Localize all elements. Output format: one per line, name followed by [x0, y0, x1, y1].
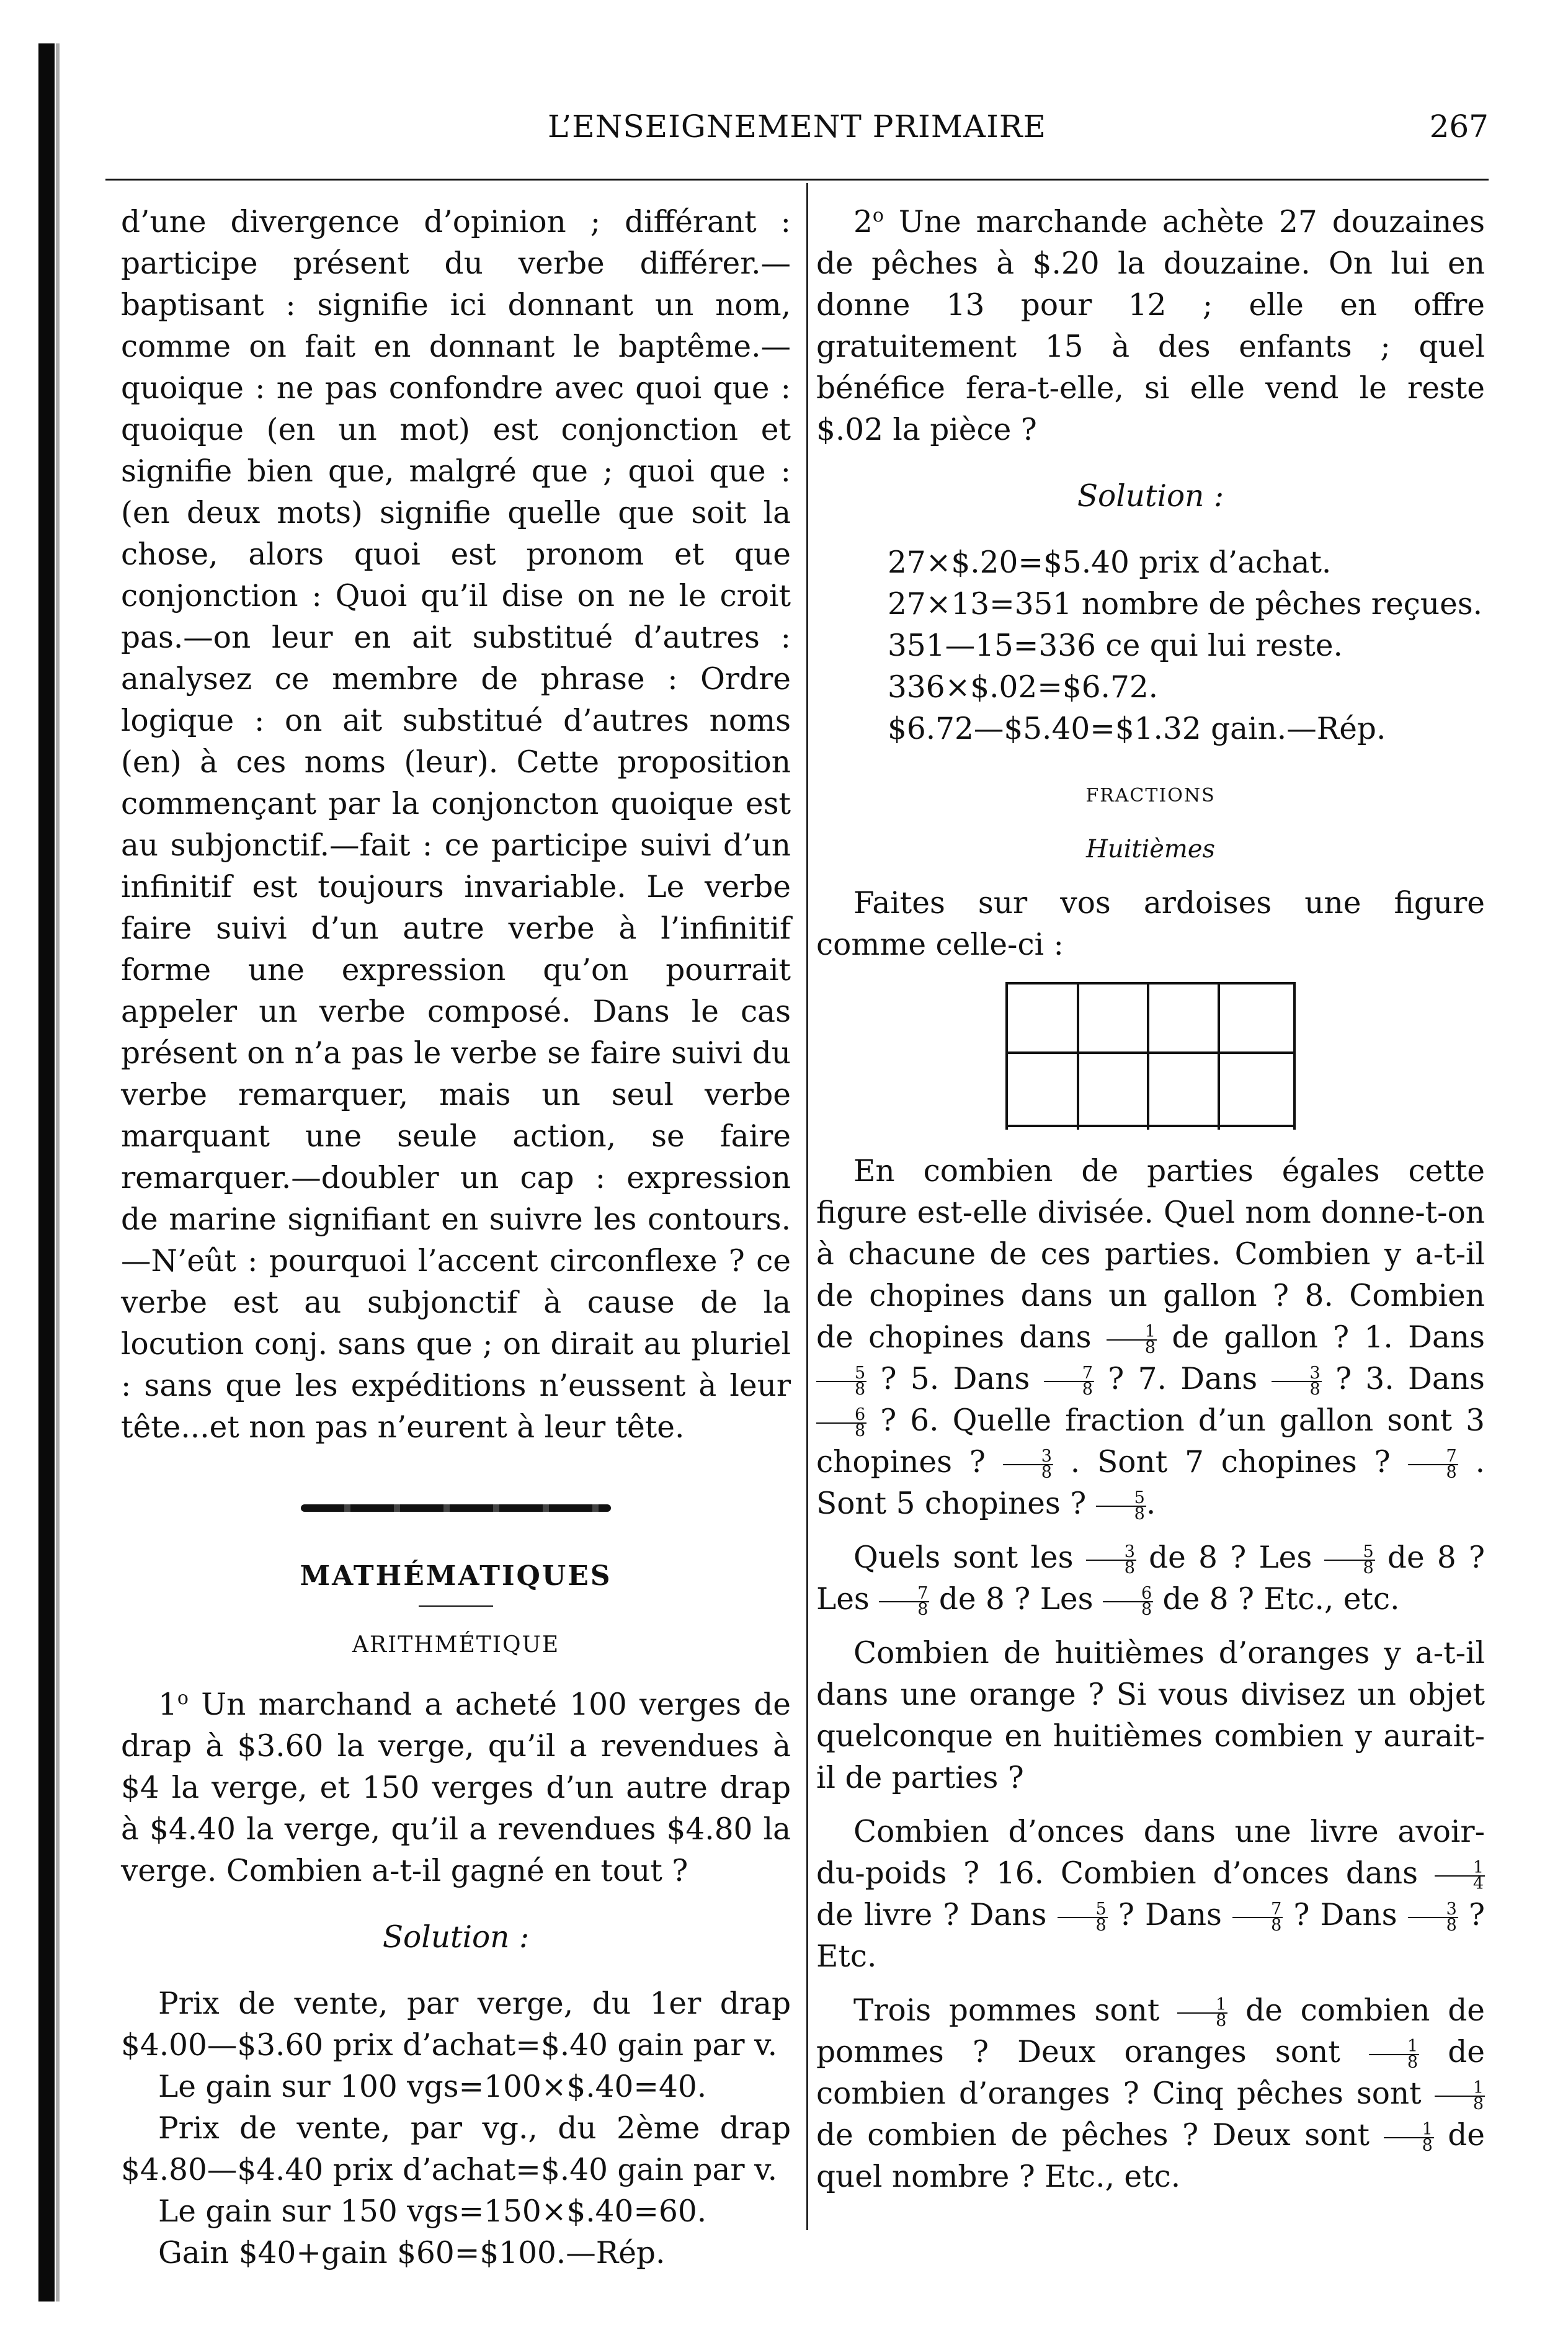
ordinal-mark: o: [177, 1687, 189, 1709]
fraction-seven-sixteenths: $\frac{7}{8}$: [1232, 1902, 1283, 1933]
grid-divider-2: [1147, 982, 1149, 1130]
huitiemes-title: Huitièmes: [1085, 835, 1216, 864]
fraction-seven-eighths: $\frac{7}{8}$: [1044, 1366, 1094, 1397]
grid-line-middle: [1005, 1051, 1296, 1054]
text: de 8 ? Les: [1149, 1540, 1312, 1575]
text: ? Etc.: [816, 1898, 1485, 1974]
fraction-seven-eighths-b: $\frac{7}{8}$: [1408, 1449, 1458, 1480]
fractions-paragraph-3: Combien de huitièmes d’oranges y a-t-il dans une orange ? Si vous divisez un objet quelconque en huitièmes combien y aurait-il de parties ?: [816, 1636, 1485, 1795]
text: de combien de pommes ? Deux oranges sont: [816, 1993, 1485, 2069]
eighths-figure: [1005, 982, 1296, 1130]
solution-1-line-1: Prix de vente, par verge, du 1er drap $4.00—$3.60 prix d’achat=$.40 gain par v.: [121, 1986, 791, 2063]
fractions-title: FRACTIONS: [1085, 785, 1216, 806]
solution-1-line-4: Le gain sur 150 vgs=150×$.40=60.: [158, 2194, 707, 2229]
book-binding-edge: [56, 43, 60, 2302]
fraction-five-eighths-c: $\frac{5}{8}$: [1324, 1545, 1374, 1576]
grammar-notes-paragraph: d’une divergence d’opinion ; différant : participe présent du verbe différer.—baptisant : signifie ici donnant un nom, comme on fait en donnant le baptême.—quoique : ne pas confondre avec quoi que : quoique (en un mot) est conjonction et signifie bien que, malgré que ; quoi que : (en deux mots) signifie quelle que soit la chose, alors quoi est pronom et que conjonction : Quoi qu’il dise on ne le croit pas.—on leur en ait substitué d’autres : analysez ce membre de phrase : Ordre logique : on ait substitué d’autres noms (en) à ces noms (leur). Cette proposition commençant par la conjoncton quoique est au subjonctif.—fait : ce participe suivi d’un infinitif est toujours invariable. Le verbe faire suivi d’un autre verbe à l’infinitif forme une expression qu’on pourrait appeler un verbe composé. Dans le cas présent on n’a pas le verbe se faire suivi du verbe remarquer, mais un seul verbe marquant une seule action, se faire remarquer.—doubler un cap : expression de marine signifiant en suivre les contours.—N’eût : pourquoi l’accent circonflexe ? ce verbe est au subjonctif à cause de la locution conj. sans que ; on dirait au pluriel : sans que les expéditions n’eussent à leur tête...et non pas n’eurent à leur tête.: [121, 205, 791, 1445]
grid-divider-1: [1077, 982, 1079, 1130]
fraction-six-eighths-c: $\frac{6}{8}$: [1103, 1586, 1153, 1617]
figure-intro: Faites sur vos ardoises une figure comme celle-ci :: [816, 886, 1485, 962]
fraction-five-eighths: $\frac{5}{8}$: [816, 1366, 866, 1397]
fraction-three-sixteenths: $\frac{3}{8}$: [1408, 1902, 1458, 1933]
solution-label-1: Solution :: [382, 1920, 530, 1955]
left-column: [121, 202, 791, 2274]
column-separator: [806, 183, 808, 2230]
fraction-three-eighths-c: $\frac{3}{8}$: [1086, 1545, 1136, 1576]
fraction-one-eighth: $\frac{1}{8}$: [1107, 1324, 1157, 1355]
problem-2-number: 2: [853, 205, 873, 239]
book-binding-shadow: [38, 43, 55, 2302]
grid-line-bottom: [1005, 1125, 1296, 1127]
text: Combien d’onces dans une livre avoir-du-poids ? 16. Combien d’onces dans: [816, 1815, 1485, 1891]
fractions-paragraph-1: [816, 1151, 1485, 1525]
fraction-three-eighths-b: $\frac{3}{8}$: [1003, 1449, 1053, 1480]
solution-2-line-2: 27×13=351 nombre de pêches reçues.: [888, 587, 1483, 622]
grid-divider-3: [1218, 982, 1220, 1130]
text: ? Dans: [1118, 1898, 1222, 1932]
text: ? 5. Dans: [880, 1362, 1030, 1396]
problem-1-number: 1: [158, 1687, 177, 1722]
text: de quel nombre ? Etc., etc.: [816, 2118, 1485, 2194]
fraction-five-eighths-b: $\frac{5}{8}$: [1096, 1491, 1146, 1522]
text: Trois pommes sont: [853, 1993, 1160, 2028]
text: En combien de parties égales cette figure est-elle divisée. Quel nom donne-t-on à chacune de ces parties. Combien y a-t-il de chopines dans un gallon ? 8. Combien de chopines dans: [816, 1154, 1485, 1355]
page-number: 267: [1429, 109, 1489, 145]
text: .: [1146, 1486, 1156, 1521]
text: ? Dans: [1293, 1898, 1397, 1932]
solution-label-2: Solution :: [1077, 479, 1224, 514]
solution-2-line-4: 336×$.02=$6.72.: [888, 670, 1159, 705]
running-title: L’ENSEIGNEMENT PRIMAIRE: [548, 109, 1046, 145]
text: ? 3. Dans: [1335, 1362, 1485, 1396]
grid-line-top: [1005, 982, 1296, 984]
text: . Sont 5 chopines ?: [816, 1445, 1486, 1521]
problem-2-statement: Une marchande achète 27 douzaines de pêches à $.20 la douzaine. On lui en donne 13 pour 12 ; elle en offre gratuitement 15 à des enfants ; quel bénéfice fera-t-elle, si elle vend le reste $.02 la pièce ?: [816, 205, 1485, 447]
problem-1-statement: Un marchand a acheté 100 verges de drap à $3.60 la verge, qu’il a revendues à $4 la verge, et 150 verges d’un autre drap à $4.40 la verge, qu’il a revendues $4.80 la verge. Combien a-t-il gagné en tout ?: [121, 1687, 791, 1888]
fractions-paragraph-4: [816, 1811, 1485, 1978]
fraction-one-eighth-f: $\frac{1}{8}$: [1435, 2081, 1485, 2112]
fractions-paragraph-5: [816, 1990, 1485, 2198]
fraction-six-eighths: $\frac{6}{8}$: [816, 1408, 866, 1439]
solution-2-line-3: 351—15=336 ce qui lui reste.: [888, 628, 1343, 663]
section-title: MATHÉMATIQUES: [300, 1560, 612, 1592]
subsection-title: ARITHMÉTIQUE: [352, 1632, 560, 1658]
text: de combien de pêches ? Deux sont: [816, 2118, 1370, 2153]
text: de 8 ? Etc., etc.: [1162, 1582, 1400, 1617]
text: . Sont 7 chopines ?: [1070, 1445, 1391, 1480]
page-header: [105, 109, 1489, 152]
fraction-five-sixteenths: $\frac{5}{8}$: [1058, 1902, 1108, 1933]
fraction-one-eighth-d: $\frac{1}{8}$: [1177, 1998, 1227, 2029]
text: de gallon ? 1. Dans: [1172, 1320, 1485, 1355]
fraction-seven-eighths-c: $\frac{7}{8}$: [879, 1586, 929, 1617]
fraction-one-eighth-g: $\frac{1}{8}$: [1384, 2122, 1434, 2153]
fraction-one-eighth-e: $\frac{1}{8}$: [1369, 2039, 1419, 2070]
decorative-rule: [301, 1504, 611, 1512]
header-rule: [105, 179, 1489, 181]
solution-1-line-2: Le gain sur 100 vgs=100×$.40=40.: [158, 2069, 707, 2104]
fractions-paragraph-2: [816, 1537, 1485, 1620]
right-column: [816, 202, 1485, 2198]
text: de 8 ? Les: [938, 1582, 1094, 1617]
solution-1-line-5: Gain $40+gain $60=$100.—Rép.: [158, 2236, 666, 2270]
ordinal-mark: o: [872, 204, 884, 226]
problem-2-text: [816, 202, 1485, 451]
solution-2-line-1: 27×$.20=$5.40 prix d’achat.: [888, 545, 1332, 580]
text: ? 7. Dans: [1108, 1362, 1258, 1396]
solution-2-line-5: $6.72—$5.40=$1.32 gain.—Rép.: [888, 712, 1386, 746]
problem-1-text: [121, 1684, 791, 1892]
short-rule: [419, 1605, 493, 1607]
text: ? 6. Quelle fraction d’un gallon sont 3 chopines ?: [816, 1403, 1486, 1480]
text: de combien d’oranges ? Cinq pêches sont: [816, 2035, 1486, 2111]
fraction-three-eighths: $\frac{3}{8}$: [1272, 1366, 1322, 1397]
solution-2-block: [816, 542, 1485, 750]
text: de 8 ? Les: [816, 1540, 1485, 1617]
text: Quels sont les: [853, 1540, 1074, 1575]
fraction-one-fourth: $\frac{1}{4}$: [1435, 1860, 1485, 1891]
text: de livre ? Dans: [816, 1898, 1047, 1932]
solution-1-line-3: Prix de vente, par vg., du 2ème drap $4.80—$4.40 prix d’achat=$.40 gain par v.: [121, 2111, 791, 2187]
